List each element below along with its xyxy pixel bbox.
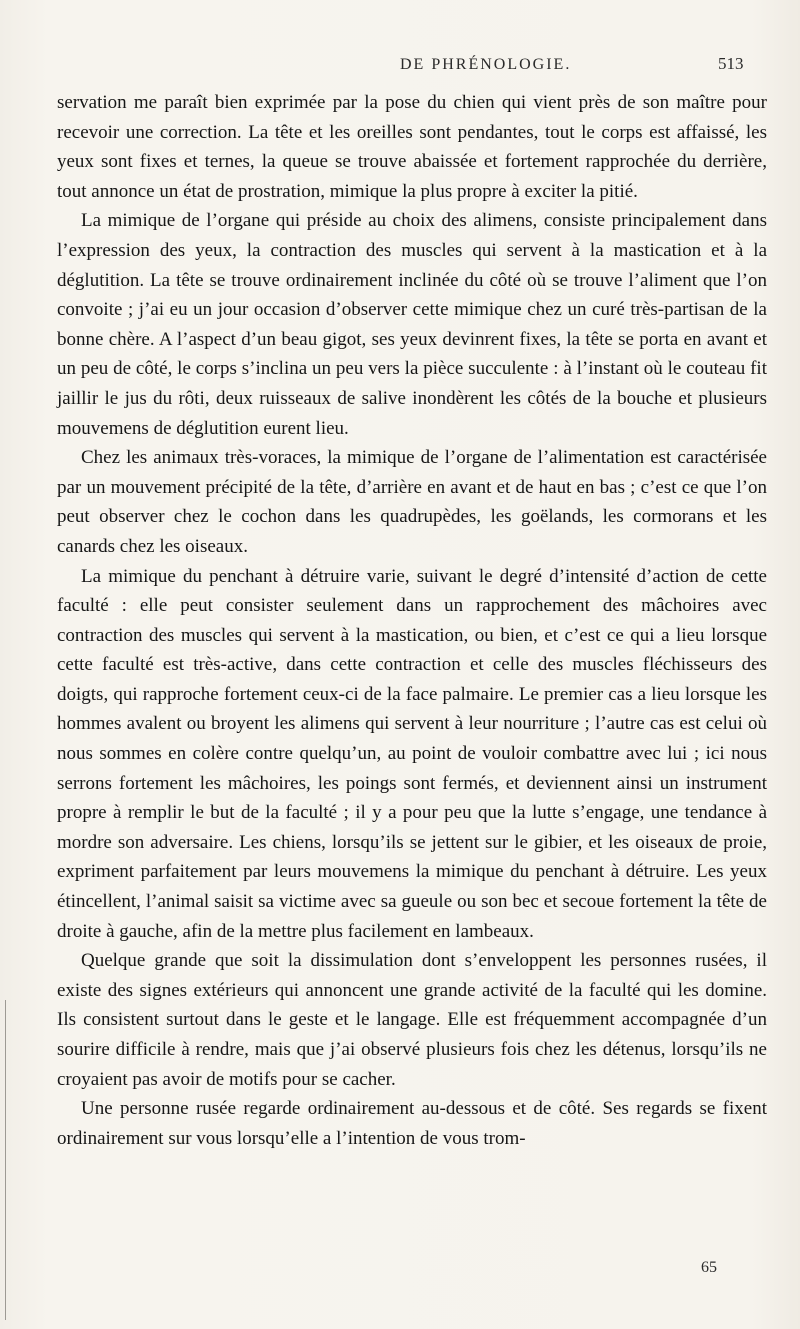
- paragraph-continued: servation me paraît bien exprimée par la pose du chien qui vient près de son maître pour recevoir une correction. La tête et les oreilles sont pendantes, tout le corps est affaissé, les yeux sont fixes et ternes, la queue se trouve abaissée et fortement rapprochée du derrière, tout annonce un état de prostration, mimique la plus propre à exciter la pitié.: [57, 92, 767, 202]
- paragraph-cunning-gaze: Une personne rusée regarde ordinairement au-dessous et de côté. Ses regards se fixent ordinairement sur vous lorsqu’elle a l’intention de vous trom-: [57, 1098, 767, 1149]
- page-number: 513: [718, 54, 744, 73]
- paragraph-destruction-penchant: La mimique du penchant à détruire varie, suivant le degré d’intensité d’action de cette faculté : elle peut consister seulement dans un rapprochement des mâchoires avec contraction des muscles qui servent à la mastication, ou bien, et c’est ce qui a lieu lorsque cette faculté est très-active, dans cette contraction et celle des muscles fléchisseurs des doigts, qui rapproche fortement ceux-ci de la face palmaire. Le premier cas a lieu lorsque les hommes avalent ou broyent les alimens qui servent à leur nourriture ; l’autre cas est celui où nous sommes en colère contre quelqu’un, au point de vouloir combattre avec lui ; ici nous serrons fortement les mâchoires, les poings sont fermés, et deviennent ainsi un instrument propre à remplir le but de la faculté ; il y a pour peu que la lutte s’engage, une tendance à mordre son adversaire. Les chiens, lorsqu’ils se jettent sur le gibier, et les oiseaux de proie, expriment parfaitement par leurs mouvemens la mimique du penchant à détruire. Les yeux étincellent, l’animal saisit sa victime avec sa gueule ou son bec et secoue fortement la tête de droite à gauche, afin de la mettre plus facilement en lambeaux.: [57, 565, 767, 942]
- signature-mark: 65: [701, 1259, 717, 1276]
- gutter-shadow-line: [5, 1000, 6, 1320]
- paragraph-dissimulation: Quelque grande que soit la dissimulation dont s’enveloppent les personnes rusées, il existe des signes extérieurs qui annoncent une grande activité de la faculté qui les domine. Ils consistent surtout dans le geste et le langage. Elle est fréquemment accompagnée d’un sourire difficile à rendre, mais que j’ai observé plusieurs fois chez les détenus, lorsqu’ils ne croyaient pas avoir de motifs pour se cacher.: [57, 950, 767, 1090]
- running-title: DE PHRÉNOLOGIE.: [400, 56, 572, 73]
- body-text: [57, 88, 767, 1153]
- paragraph-alimentation-mimicry: La mimique de l’organe qui préside au choix des alimens, consiste principalement dans l’expression des yeux, la contraction des muscles qui servent à la mastication et à la déglutition. La tête se trouve ordinairement inclinée du côté où se trouve l’aliment que l’on convoite ; j’ai eu un jour occasion d’observer cette mimique chez un curé très-partisan de la bonne chère. A l’aspect d’un beau gigot, ses yeux devinrent fixes, la tête se porta en avant et un peu de côté, le corps s’inclina un peu vers la pièce succulente : à l’instant où le couteau fit jaillir le jus du rôti, deux ruisseaux de salive inondèrent les côtés de la bouche et plusieurs mouvemens de déglutition eurent lieu.: [57, 210, 767, 439]
- paragraph-voracious-animals: Chez les animaux très-voraces, la mimique de l’organe de l’alimentation est caractérisée par un mouvement précipité de la tête, d’arrière en avant et de haut en bas ; c’est ce que l’on peut observer chez le cochon dans les quadrupèdes, les goëlands, les cormorans et les canards chez les oiseaux.: [57, 447, 767, 557]
